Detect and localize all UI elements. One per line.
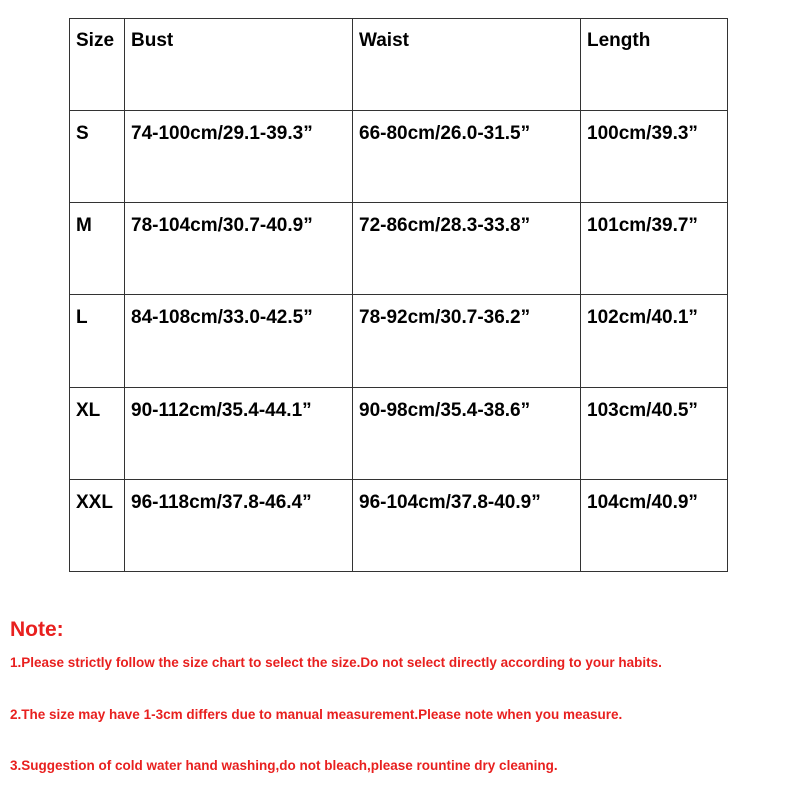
table-header-row	[70, 19, 728, 111]
cell-length: 100cm/39.3”	[581, 111, 728, 203]
cell-bust: 78-104cm/30.7-40.9”	[125, 203, 353, 295]
table-row	[70, 295, 728, 387]
cell-size: L	[70, 295, 125, 387]
note-item: 2.The size may have 1-3cm differs due to manual measurement.Please note when you measure.	[10, 707, 623, 722]
header-bust: Bust	[125, 19, 353, 111]
table-row	[70, 387, 728, 479]
cell-size: XXL	[70, 479, 125, 571]
cell-bust: 96-118cm/37.8-46.4”	[125, 479, 353, 571]
cell-bust: 90-112cm/35.4-44.1”	[125, 387, 353, 479]
cell-bust: 74-100cm/29.1-39.3”	[125, 111, 353, 203]
cell-waist: 90-98cm/35.4-38.6”	[353, 387, 581, 479]
cell-size: XL	[70, 387, 125, 479]
cell-bust: 84-108cm/33.0-42.5”	[125, 295, 353, 387]
table-row	[70, 203, 728, 295]
note-item: 1.Please strictly follow the size chart to select the size.Do not select directly according to your habits.	[10, 655, 662, 670]
notes-title: Note:	[10, 618, 64, 641]
cell-length: 103cm/40.5”	[581, 387, 728, 479]
table-row	[70, 111, 728, 203]
cell-size: M	[70, 203, 125, 295]
note-item: 3.Suggestion of cold water hand washing,do not bleach,please rountine dry cleaning.	[10, 758, 558, 773]
size-chart-table	[69, 18, 728, 572]
header-waist: Waist	[353, 19, 581, 111]
cell-length: 102cm/40.1”	[581, 295, 728, 387]
cell-size: S	[70, 111, 125, 203]
cell-waist: 78-92cm/30.7-36.2”	[353, 295, 581, 387]
header-length: Length	[581, 19, 728, 111]
cell-waist: 66-80cm/26.0-31.5”	[353, 111, 581, 203]
notes-section	[10, 616, 795, 773]
header-size: Size	[70, 19, 125, 111]
table-row	[70, 479, 728, 571]
cell-waist: 96-104cm/37.8-40.9”	[353, 479, 581, 571]
cell-length: 101cm/39.7”	[581, 203, 728, 295]
cell-waist: 72-86cm/28.3-33.8”	[353, 203, 581, 295]
cell-length: 104cm/40.9”	[581, 479, 728, 571]
